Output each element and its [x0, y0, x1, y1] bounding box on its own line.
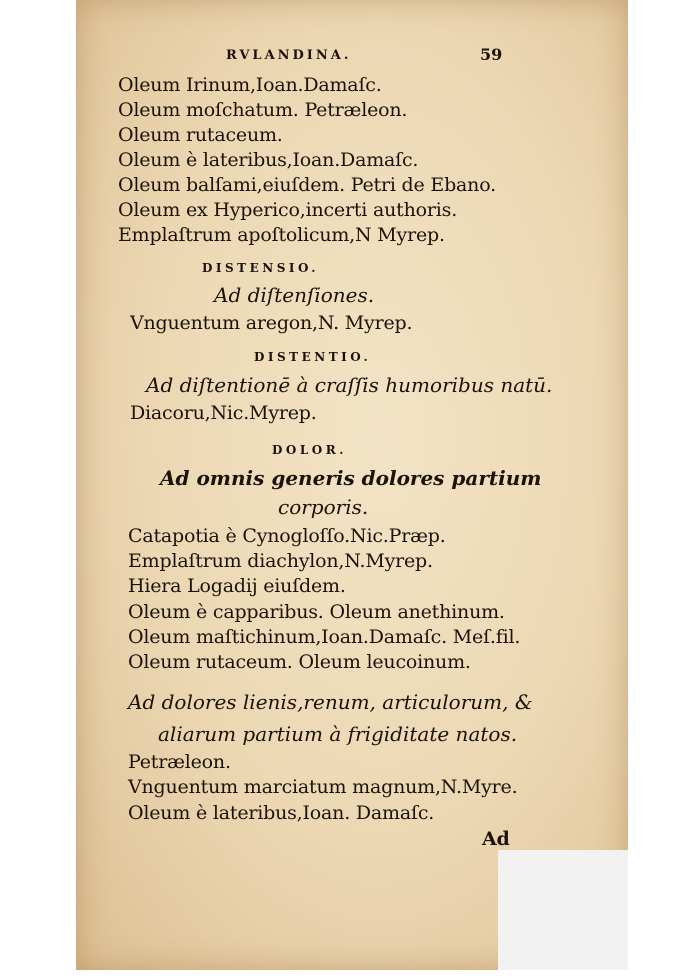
text-line: Oleum balſami,eiuſdem. Petri de Ebano. — [118, 174, 496, 196]
text-line: Emplaſtrum apoſtolicum,N Myrep. — [118, 224, 445, 246]
section-subheading: Ad diſtenſiones. — [214, 283, 375, 307]
text-line: Catapotia è Cynogloſſo.Nic.Præp. — [128, 525, 446, 547]
text-line: Oleum è lateribus,Ioan.Damaſc. — [118, 149, 419, 171]
running-title: RVLANDINA. — [226, 48, 352, 63]
section-heading: DOLOR. — [272, 443, 347, 457]
section-subheading: aliarum partium à frigiditate natos. — [158, 722, 518, 746]
text-line: Oleum ex Hyperico,incerti authoris. — [118, 199, 458, 221]
text-line: Vnguentum aregon,N. Myrep. — [130, 312, 413, 334]
section-subheading: corporis. — [278, 495, 369, 519]
text-line: Oleum è lateribus,Ioan. Damaſc. — [128, 802, 435, 824]
book-page — [76, 0, 628, 970]
text-line: Petræleon. — [128, 751, 231, 773]
text-line: Diacoru,Nic.Myrep. — [130, 402, 317, 424]
section-heading: DISTENSIO. — [202, 261, 319, 275]
catchword: Ad — [482, 828, 510, 850]
text-line: Oleum Irinum,Ioan.Damaſc. — [118, 74, 382, 96]
section-subheading: Ad diſtentionē à craſſis humoribus natū. — [146, 373, 553, 397]
text-line: Oleum rutaceum. Oleum leucoinum. — [128, 651, 471, 673]
text-line: Oleum rutaceum. — [118, 124, 283, 146]
section-heading: DISTENTIO. — [254, 350, 372, 364]
section-subheading: Ad omnis generis dolores partium — [160, 466, 542, 490]
text-line: Oleum maſtichinum,Ioan.Damaſc. Meſ.fil. — [128, 626, 521, 648]
text-line: Oleum è capparibus. Oleum anethinum. — [128, 601, 505, 623]
text-line: Vnguentum marciatum magnum,N.Myre. — [128, 776, 518, 798]
section-subheading: Ad dolores lienis,renum, articulorum, & — [128, 690, 533, 714]
page-number: 59 — [480, 45, 503, 64]
text-line: Hiera Logadij eiuſdem. — [128, 575, 346, 597]
text-line: Emplaſtrum diachylon,N.Myrep. — [128, 550, 433, 572]
text-line: Oleum moſchatum. Petræleon. — [118, 99, 408, 121]
